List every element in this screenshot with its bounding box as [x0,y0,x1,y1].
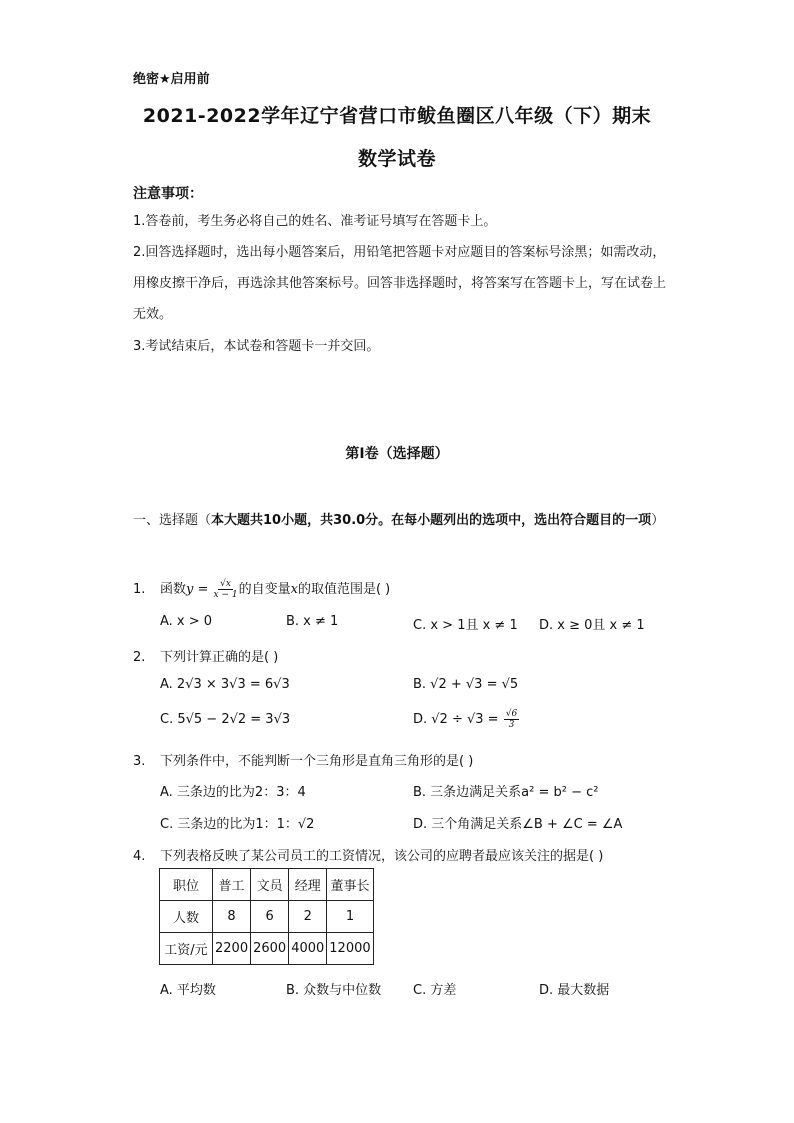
question-number: 3. [133,754,146,769]
part1-close: ） [651,513,665,528]
q3-stem: 下列条件中，不能判断一个三角形是直角三角形的是( ) [160,754,474,769]
question-number: 1. [133,582,146,597]
table-cell: 职位 [160,869,213,901]
exam-title-line2: 数学试卷 [357,148,436,170]
table-row [160,901,374,933]
table-cell: 1 [327,901,373,933]
table-cell: 8 [213,901,251,933]
q4-option-c[interactable]: C. 方差 [413,983,457,998]
q1-frac-den: x − 1 [213,590,238,600]
table-cell: 董事长 [327,869,373,901]
question-number: 2. [133,650,146,665]
table-cell: 2200 [213,933,251,965]
table-cell: 6 [251,901,289,933]
table-row [160,933,374,965]
q4-option-d[interactable]: D. 最大数据 [539,983,610,998]
q1-function: y = [186,582,213,597]
q2-stem: 下列计算正确的是( ) [160,650,279,665]
table-cell: 普工 [213,869,251,901]
question-3 [133,750,473,769]
q4-stem: 下列表格反映了某公司员工的工资情况，该公司的应聘者最应该关注的据是( ) [160,849,604,864]
q1-stem-post2: 的取值范围是( ) [297,582,391,597]
exam-title-line1: 2021-2022学年辽宁省营口市鲅鱼圈区八年级（下）期末 [142,105,652,127]
question-1 [133,578,390,600]
q3-option-d[interactable]: D. 三个角满足关系∠B + ∠C = ∠A [413,817,623,832]
notice-item-3: 3.考试结束后，本试卷和答题卡一并交回。 [133,339,380,354]
question-4 [133,845,603,864]
q2-option-d[interactable] [413,709,520,730]
table-cell: 工资/元 [160,933,213,965]
notice-heading: 注意事项： [133,186,203,202]
q1-option-c[interactable]: C. x > 1且 x ≠ 1 [413,618,518,633]
part1-label: 一、选择题（ [133,513,212,528]
q1-fraction [214,579,238,600]
q3-option-a[interactable]: A. 三条边的比为2：3：4 [160,785,306,800]
q2-option-b[interactable]: B. √2 + √3 = √5 [413,677,519,692]
table-cell: 2600 [251,933,289,965]
table-row [160,869,374,901]
q4-option-b[interactable]: B. 众数与中位数 [286,983,382,998]
q2-option-a[interactable]: A. 2√3 × 3√3 = 6√3 [160,677,290,692]
q2-option-c[interactable]: C. 5√5 − 2√2 = 3√3 [160,712,291,727]
part1-instructions: 本大题共10小题，共30.0分。在每小题列出的选项中，选出符合题目的一项 [211,513,652,528]
q3-option-b[interactable]: B. 三条边满足关系a² = b² − c² [413,785,599,800]
question-2 [133,646,278,665]
q1-stem-pre: 函数 [160,582,187,597]
notice-item-2: 2.回答选择题时，选出每小题答案后，用铅笔把答题卡对应题目的答案标号涂黑；如需改动，用橡皮擦干净后，再选涂其他答案标号。回答非选择题时，将答案写在答题卡上，写在试卷上无效。 [133,245,667,322]
wage-table [159,868,374,965]
notice-item-1: 1.答卷前，考生务必将自己的姓名、准考证号填写在答题卡上。 [133,214,497,229]
q1-var: x [290,582,298,597]
q3-option-c[interactable]: C. 三条边的比为1：1：√2 [160,817,315,832]
table-cell: 12000 [327,933,373,965]
part1-heading [133,505,673,536]
q4-option-a[interactable]: A. 平均数 [160,983,216,998]
section-title: 第I卷（选择题） [345,446,449,462]
q2-d-frac-den: 3 [508,720,515,730]
q1-option-d[interactable]: D. x ≥ 0且 x ≠ 1 [539,618,645,633]
q1-option-b[interactable]: B. x ≠ 1 [286,614,339,629]
q1-frac-num: √x [220,579,231,589]
table-cell: 经理 [289,869,327,901]
q1-stem-post: 的自变量 [238,582,291,597]
confidential-label: 绝密★启用前 [133,72,210,87]
table-cell: 4000 [289,933,327,965]
q2-d-frac-num: √6 [505,709,518,719]
q2-option-d-fraction [504,709,519,730]
q1-option-a[interactable]: A. x > 0 [160,614,213,629]
question-number: 4. [133,849,146,864]
table-cell: 2 [289,901,327,933]
table-cell: 文员 [251,869,289,901]
table-cell: 人数 [160,901,213,933]
q2-option-d-text: D. √2 ÷ √3 = [413,712,499,727]
